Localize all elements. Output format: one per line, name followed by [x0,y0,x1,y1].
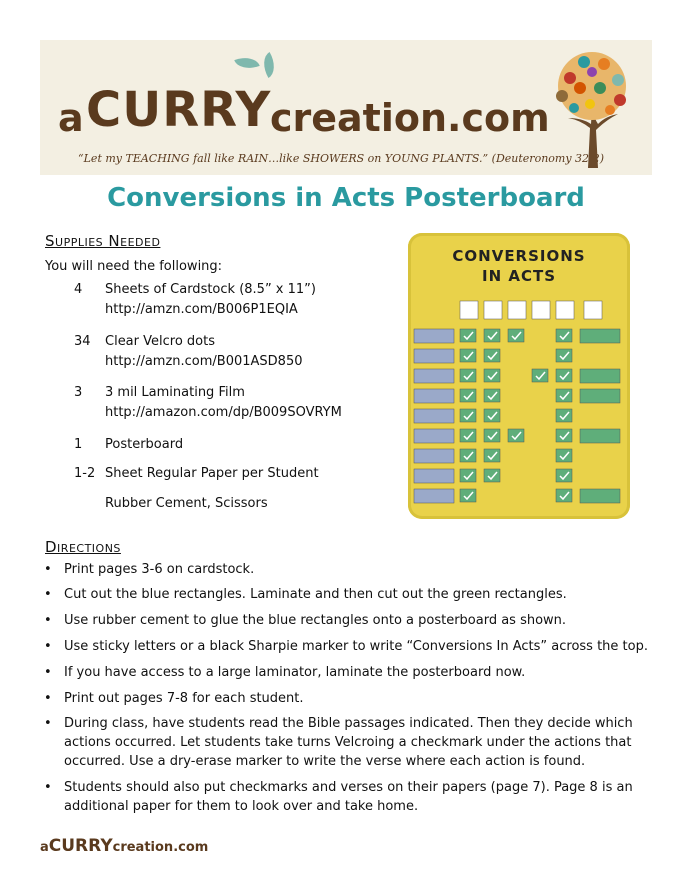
checkmark-card [484,409,500,422]
checkmark-card [484,469,500,482]
bullet-icon: • [44,562,52,577]
checkmark-card [556,329,572,342]
checkmark-card [460,429,476,442]
supply-link[interactable]: http://amazon.com/dp/B009SOVRYM [105,405,342,420]
logo-main: CURRY [86,82,272,138]
supply-qty: 34 [74,334,91,349]
passage-card [414,429,454,443]
ear-icon [460,301,478,319]
tagline: “Let my TEACHING fall like RAIN…like SHOWERS on YOUNG PLANTS.” (Deuteronomy 32:2) [78,152,605,165]
bullet-icon: • [44,780,52,795]
direction-text: If you have access to a large laminator, laminate the posterboard now. [64,665,526,680]
direction-text: Use sticky letters or a black Sharpie marker to write “Conversions In Acts” across the top. [64,639,648,654]
checkmark-card [556,449,572,462]
checkmark-card [556,409,572,422]
bullet-icon: • [44,716,52,731]
supply-name: Rubber Cement, Scissors [105,496,268,511]
tree-icon [540,48,644,168]
result-card [580,429,620,443]
bullet-icon: • [44,587,52,602]
checkmark-card [460,349,476,362]
supply-name: Posterboard [105,437,184,452]
checkmark-card [460,449,476,462]
direction-text: During class, have students read the Bible passages indicated. Then they decide which actions occurred. Let students take turns Velcroing a checkmark under the actions that occurred. Use a dry-erase marker to write the verse where each action is found. [64,716,633,769]
passage-card [414,329,454,343]
supply-name: Sheet Regular Paper per Student [105,466,319,481]
passage-card [414,469,454,483]
checkmark-card [556,489,572,502]
bullet-icon: • [44,613,52,628]
passage-card [414,349,454,363]
supply-name: Clear Velcro dots [105,334,215,349]
passage-card [414,449,454,463]
posterboard-photo [408,233,630,519]
result-card [580,489,620,503]
direction-text: Print out pages 7-8 for each student. [64,691,304,706]
passage-card [414,389,454,403]
checkmark-card [460,409,476,422]
checkmark-card [532,369,548,382]
supply-qty: 1 [74,437,83,452]
supply-link[interactable]: http://amzn.com/B001ASD850 [105,354,303,369]
footer-logo-main: CURRY [48,836,113,856]
page-title: Conversions in Acts Posterboard [107,183,585,213]
supplies-intro: You will need the following: [45,259,223,274]
checkmark-card [484,349,500,362]
passage-card [414,489,454,503]
supply-qty: 3 [74,385,83,400]
footer-logo [40,836,208,856]
checkmark-card [556,349,572,362]
checkmark-card [556,469,572,482]
checkmark-card [484,389,500,402]
logo-prefix: a [58,96,84,140]
mouth-icon [532,301,550,319]
result-card [580,389,620,403]
bullet-icon: • [44,691,52,706]
checkmark-card [556,429,572,442]
turn-icon [508,301,526,319]
checkmark-card [460,329,476,342]
checkmark-card [484,329,500,342]
checkmark-card [508,429,524,442]
checkmark-card [460,389,476,402]
checkmark-card [484,369,500,382]
result-card [580,329,620,343]
water-icon [556,301,574,319]
supply-name: 3 mil Laminating Film [105,385,245,400]
heart-icon [484,301,502,319]
checkmark-card [460,369,476,382]
supply-name: Sheets of Cardstock (8.5” x 11”) [105,282,316,297]
bullet-icon: • [44,665,52,680]
leaf-icon [234,53,259,74]
supply-qty: 1-2 [74,466,96,481]
footer-logo-prefix: a [40,840,49,855]
checkmark-card [460,489,476,502]
logo-suffix: creation.com [270,96,550,140]
question-icon [584,301,602,319]
direction-text: Use rubber cement to glue the blue rectangles onto a posterboard as shown. [64,613,567,628]
directions-heading: Directions [45,538,121,556]
supply-qty: 4 [74,282,83,297]
poster-title-line2: IN ACTS [481,267,556,285]
checkmark-card [484,429,500,442]
supply-link[interactable]: http://amzn.com/B006P1EQIA [105,302,298,317]
header-banner [40,40,652,175]
passage-card [414,369,454,383]
footer-logo-suffix: creation.com [112,840,209,855]
poster-grid [408,233,630,519]
checkmark-card [508,329,524,342]
leaf-icon [257,52,280,78]
result-card [580,369,620,383]
checkmark-card [556,369,572,382]
direction-text: Cut out the blue rectangles. Laminate and then cut out the green rectangles. [64,587,567,602]
checkmark-card [556,389,572,402]
direction-text: Print pages 3-6 on cardstock. [64,562,255,577]
passage-card [414,409,454,423]
direction-text: Students should also put checkmarks and verses on their papers (page 7). Page 8 is an additional paper for them to look over and take home. [64,780,633,814]
checkmark-card [484,449,500,462]
poster-title-line1: CONVERSIONS [452,247,586,265]
site-logo [58,78,550,148]
supplies-heading: Supplies Needed [45,232,161,250]
checkmark-card [460,469,476,482]
bullet-icon: • [44,639,52,654]
